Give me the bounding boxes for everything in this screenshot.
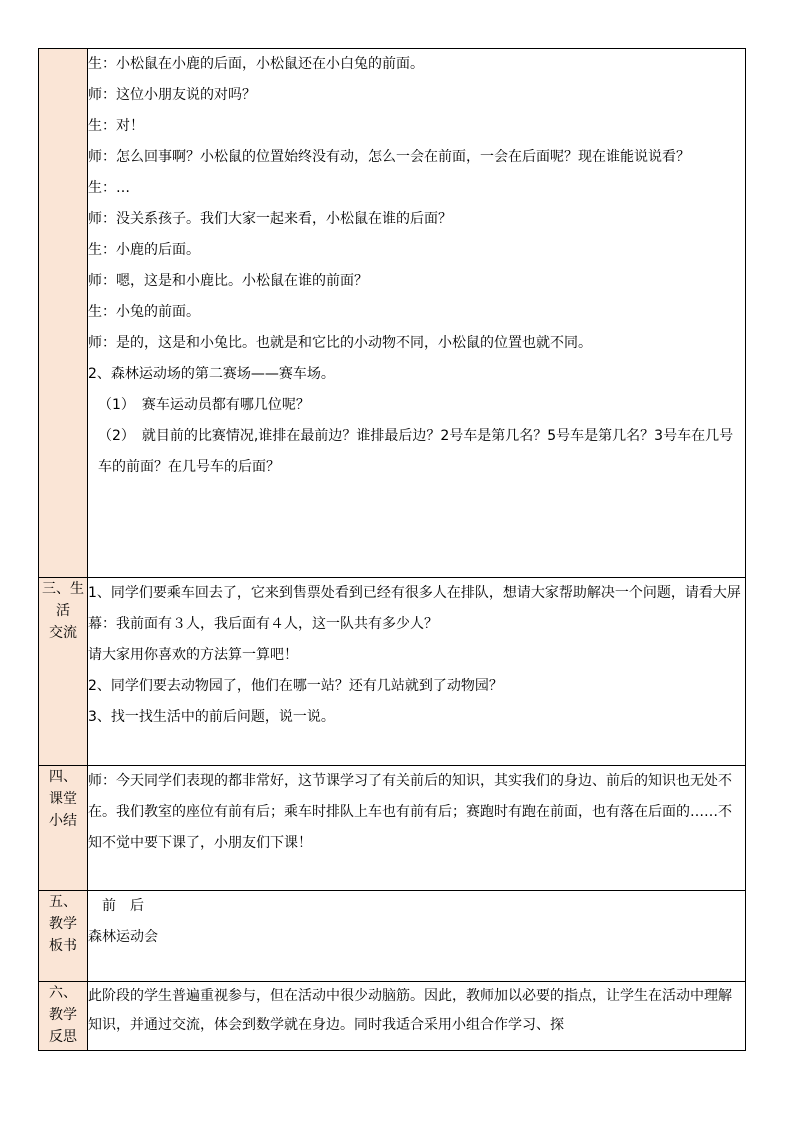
content-line: 2、同学们要去动物园了，他们在哪一站？还有几站就到了动物园？ [88, 678, 503, 694]
question-line: （2） 就目前的比赛情况,谁排在最前边？谁排最后边？2号车是第几名？5号车是第几名？3号车在几号车的前面？在几号车的后面？ [98, 428, 734, 475]
label-text: 小结 [49, 813, 77, 829]
content-line: 森林运动会 [88, 929, 158, 945]
dialogue-line: 师：怎么回事啊？小松鼠的位置始终没有动，怎么一会在前面，一会在后面呢？现在谁能说说看？ [88, 149, 690, 165]
content-line: 此阶段的学生普遍重视参与，但在活动中很少动脑筋。因此，教师加以必要的指点，让学生在活动中理解知识，并通过交流，体会到数学就在身边。同时我适合采用小组合作学习、探 [88, 988, 732, 1033]
dialogue-line: 师：没关系孩子。我们大家一起来看，小松鼠在谁的后面？ [88, 211, 452, 227]
section-life-exchange-content [88, 578, 746, 766]
section-reflection-content [88, 982, 746, 1051]
dialogue-line: 生：小兔的前面。 [88, 304, 200, 320]
content-line: 1、同学们要乘车回去了，它来到售票处看到已经有很多人在排队，想请大家帮助解决一个问题，请看大屏幕：我前面有３人，我后面有４人，这一队共有多少人？ [88, 585, 741, 632]
question-line: （1） 赛车运动员都有哪几位呢？ [98, 397, 310, 413]
section-label-summary [39, 766, 88, 891]
dialogue-line: 生：对！ [88, 118, 144, 134]
label-text: 三、生活 [42, 581, 84, 619]
content-line: 3、找一找生活中的前后问题，说一说。 [88, 709, 335, 725]
label-text: 交流 [49, 625, 77, 641]
section-label-reflection [39, 982, 88, 1051]
content-line: 师：今天同学们表现的都非常好，这节课学习了有关前后的知识，其实我们的身边、前后的知识也无处不在。我们教室的座位有前有后；乘车时排队上车也有前有后；赛跑时有跑在前面，也有落在后面的……不知不觉中要下课了，小朋友们下课！ [88, 773, 732, 851]
label-text: 反思 [49, 1029, 77, 1045]
dialogue-line: 生：小鹿的后面。 [88, 242, 200, 258]
dialogue-line: 师：这位小朋友说的对吗？ [88, 87, 256, 103]
section-label-life-exchange [39, 578, 88, 766]
dialogue-line: 2、森林运动场的第二赛场——赛车场。 [88, 366, 335, 382]
section-dialogue-content [88, 49, 746, 578]
label-text: 板书 [49, 938, 77, 954]
section-blackboard-row [39, 891, 746, 982]
section-label [39, 49, 88, 578]
section-summary-content [88, 766, 746, 891]
lesson-plan-table [38, 48, 746, 1051]
section-summary-row [39, 766, 746, 891]
dialogue-line: 师：嗯，这是和小鹿比。小松鼠在谁的前面？ [88, 273, 368, 289]
section-reflection-row [39, 982, 746, 1051]
section-life-exchange-row [39, 578, 746, 766]
label-text: 教学 [49, 916, 77, 932]
label-text: 课堂 [49, 791, 77, 807]
dialogue-line: 生：小松鼠在小鹿的后面，小松鼠还在小白兔的前面。 [88, 56, 424, 72]
label-text: 四、 [49, 769, 77, 785]
section-dialogue-row [39, 49, 746, 578]
label-text: 六、 [49, 985, 77, 1001]
content-line: 前 后 [88, 898, 144, 914]
content-line: 请大家用你喜欢的方法算一算吧！ [88, 647, 298, 663]
dialogue-line: 师：是的，这是和小兔比。也就是和它比的小动物不同，小松鼠的位置也就不同。 [88, 335, 592, 351]
section-blackboard-content [88, 891, 746, 982]
label-text: 教学 [49, 1007, 77, 1023]
dialogue-line: 生：… [88, 180, 130, 196]
label-text: 五、 [49, 894, 77, 910]
section-label-blackboard [39, 891, 88, 982]
